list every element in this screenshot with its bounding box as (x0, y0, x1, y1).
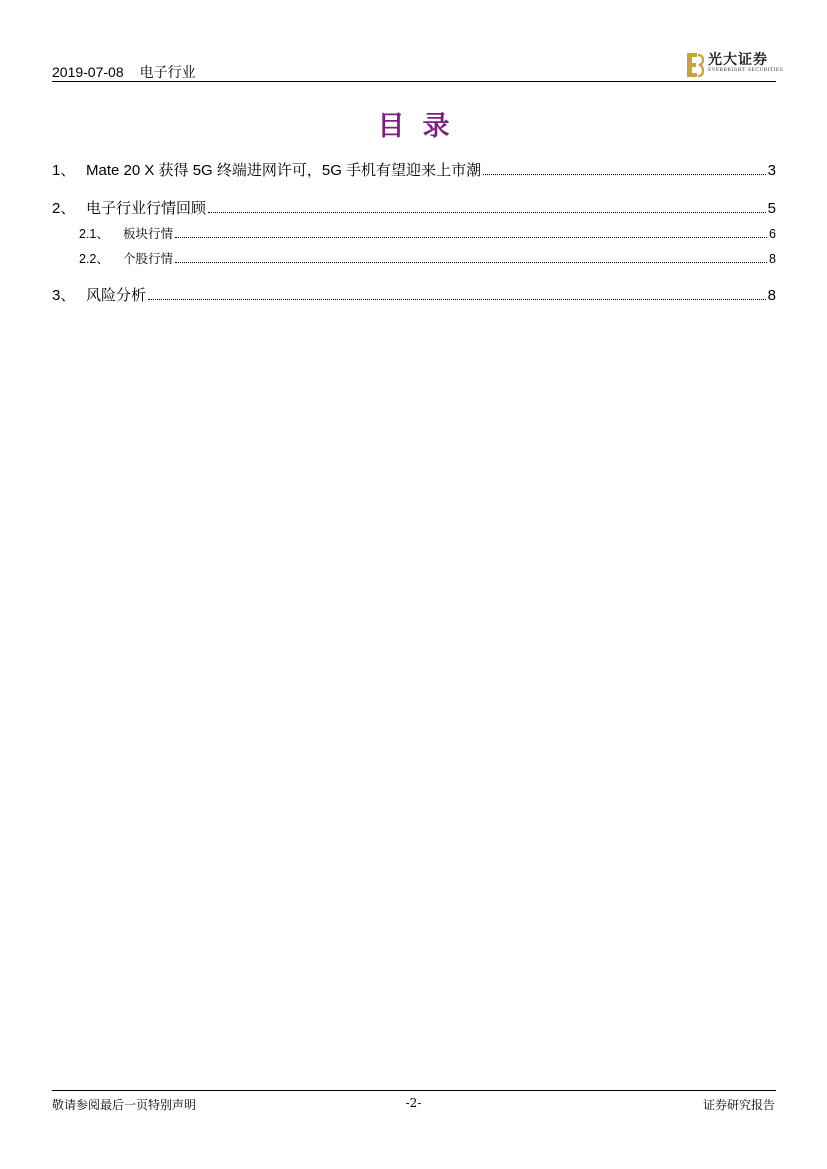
header-date-line (52, 62, 196, 82)
toc-subentry[interactable] (79, 249, 776, 267)
toc-entry-page[interactable]: 6 (769, 227, 776, 241)
toc-entry-label[interactable]: 个股行情 (123, 252, 174, 266)
toc-entry-page[interactable]: 5 (767, 200, 776, 217)
toc-entry[interactable] (52, 197, 776, 218)
header-divider (52, 81, 776, 82)
footer-disclaimer: 敬请参阅最后一页特别声明 (52, 1098, 197, 1112)
toc-dot-leader (175, 262, 767, 263)
toc-entry-label[interactable]: 风险分析 (86, 287, 147, 304)
toc-dot-leader (208, 212, 766, 213)
footer-report-type: 证券研究报告 (702, 1098, 775, 1112)
toc-entry-page[interactable]: 8 (767, 287, 776, 304)
everbright-logo-icon (686, 52, 704, 78)
toc-dot-leader (175, 237, 767, 238)
toc-entry-number: 1、 (52, 162, 76, 179)
report-date: 2019-07-08 (52, 64, 124, 80)
toc-dot-leader (483, 174, 766, 175)
industry-name: 电子行业 (139, 65, 196, 81)
footer-page-number: -2- (405, 1096, 422, 1110)
logo-chinese-name: 光大证券 (708, 52, 768, 68)
toc-entry-label[interactable]: 电子行业行情回顾 (86, 200, 207, 217)
toc-entry[interactable] (52, 159, 776, 180)
toc-subentry[interactable] (79, 224, 776, 242)
footer-divider (52, 1090, 776, 1091)
logo-english-name: EVERBRIGHT SECURITIES (708, 68, 784, 73)
toc-entry-label[interactable]: 板块行情 (123, 227, 174, 241)
toc-entry-number: 2、 (52, 200, 76, 217)
toc-entry-number: 3、 (52, 287, 76, 304)
toc-entry-label[interactable]: Mate 20 X 获得 5G 终端进网许可，5G 手机有望迎来上市潮 (86, 162, 482, 179)
toc-dot-leader (148, 299, 766, 300)
toc-title: 目录 (377, 111, 468, 142)
toc-entry-number: 2.2、 (79, 252, 109, 266)
toc-entry-number: 2.1、 (79, 227, 109, 241)
company-logo (686, 52, 783, 80)
toc-entry-page[interactable]: 8 (769, 252, 776, 266)
toc-entry-page[interactable]: 3 (767, 162, 776, 179)
toc-entry[interactable] (52, 284, 776, 305)
